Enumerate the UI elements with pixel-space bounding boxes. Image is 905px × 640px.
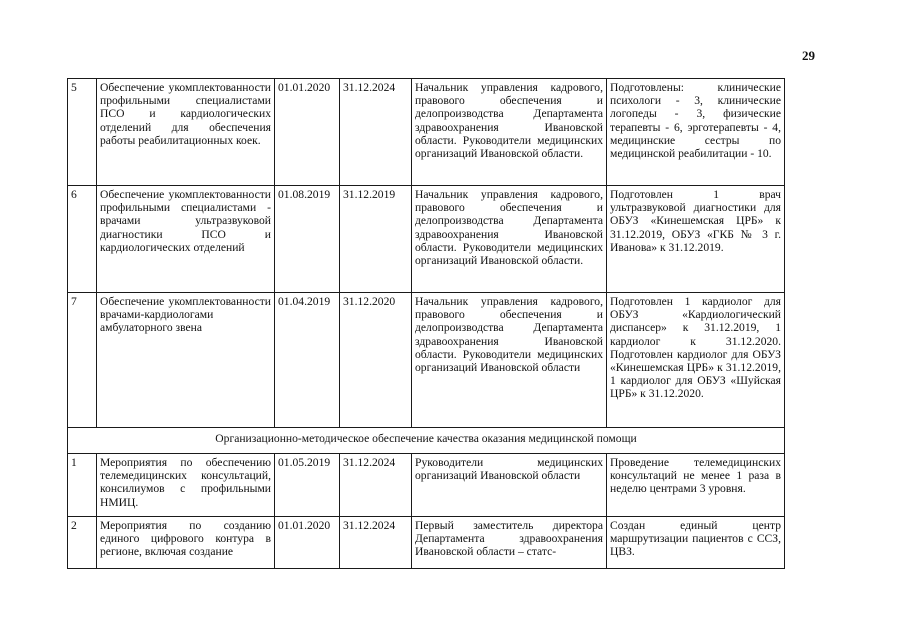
start-date: 01.05.2019 <box>275 454 340 517</box>
responsible-cell <box>412 293 607 428</box>
result-text: Проведение телемедицинских консультаций не менее 1 раза в неделю центрами 3 уровня. <box>610 456 781 496</box>
start-date: 01.01.2020 <box>275 517 340 569</box>
result-cell <box>607 454 785 517</box>
task-cell <box>97 454 275 517</box>
task-text: Обеспечение укомплектованности врачами-кардиологами амбулаторного звена <box>100 295 271 335</box>
page-number: 29 <box>802 48 815 63</box>
responsible-cell <box>412 454 607 517</box>
responsible-cell <box>412 186 607 293</box>
responsible-text: Начальник управления кадрового, правового обеспечения и делопроизводства Департамента здравоохранения Ивановской области. Руководители медицинских организаций Ивановской области. <box>415 188 603 268</box>
end-date: 31.12.2020 <box>340 293 412 428</box>
row-number: 5 <box>68 79 97 186</box>
result-cell <box>607 186 785 293</box>
task-cell <box>97 79 275 186</box>
result-text: Подготовлен 1 кардиолог для ОБУЗ «Кардиологический диспансер» к 31.12.2019, 1 кардиолог к 31.12.2020. Подготовлен кардиолог для ОБУЗ «Кинешемская ЦРБ» к 31.12.2019, 1 кардиолог для ОБУЗ «Шуйская ЦРБ» к 31.12.2020. <box>610 295 781 401</box>
row-number: 6 <box>68 186 97 293</box>
result-cell <box>607 79 785 186</box>
end-date: 31.12.2024 <box>340 454 412 517</box>
table-row <box>68 79 785 186</box>
task-cell <box>97 517 275 569</box>
table-row <box>68 454 785 517</box>
table-row <box>68 293 785 428</box>
responsible-text: Начальник управления кадрового, правового обеспечения и делопроизводства Департамента здравоохранения Ивановской области. Руководители медицинских организаций Ивановской области. <box>415 81 603 161</box>
task-text: Мероприятия по созданию единого цифрового контура в регионе, включая создание <box>100 519 271 559</box>
responsible-text: Начальник управления кадрового, правового обеспечения и делопроизводства Департамента здравоохранения Ивановской области. Руководители медицинских организаций Ивановской области <box>415 295 603 375</box>
result-text: Создан единый центр маршрутизации пациентов с ССЗ, ЦВЗ. <box>610 519 781 559</box>
result-cell <box>607 293 785 428</box>
section-title: Организационно-методическое обеспечение качества оказания медицинской помощи <box>68 428 785 454</box>
task-cell <box>97 293 275 428</box>
end-date: 31.12.2024 <box>340 79 412 186</box>
task-text: Обеспечение укомплектованности профильными специалистами ПСО и кардиологических отделений для обеспечения работы реабилитационных коек. <box>100 81 271 147</box>
task-text: Мероприятия по обеспечению телемедицинских консультаций, консилиумов с профильными НМИЦ. <box>100 456 271 509</box>
section-header-row <box>68 428 785 454</box>
table-row <box>68 186 785 293</box>
row-number: 7 <box>68 293 97 428</box>
start-date: 01.01.2020 <box>275 79 340 186</box>
end-date: 31.12.2024 <box>340 517 412 569</box>
row-number: 1 <box>68 454 97 517</box>
result-text: Подготовлены: клинические психологи - 3, клинические логопеды - 3, физические терапевты - 6, эрготерапевты - 4, медицинские сестры по медицинской реабилитации - 10. <box>610 81 781 161</box>
start-date: 01.08.2019 <box>275 186 340 293</box>
task-text: Обеспечение укомплектованности профильными специалистами - врачами ультразвуковой диагностики ПСО и кардиологических отделений <box>100 188 271 254</box>
responsible-cell <box>412 79 607 186</box>
start-date: 01.04.2019 <box>275 293 340 428</box>
row-number: 2 <box>68 517 97 569</box>
result-text: Подготовлен 1 врач ультразвуковой диагностики для ОБУЗ «Кинешемская ЦРБ» к 31.12.2019, ОБУЗ «ГКБ № 3 г. Иванова» к 31.12.2019. <box>610 188 781 254</box>
result-cell <box>607 517 785 569</box>
responsible-text: Руководители медицинских организаций Ивановской области <box>415 456 603 483</box>
measures-table <box>67 78 785 569</box>
table-row <box>68 517 785 569</box>
responsible-cell <box>412 517 607 569</box>
responsible-text: Первый заместитель директора Департамента здравоохранения Ивановской области – статс- <box>415 519 603 559</box>
end-date: 31.12.2019 <box>340 186 412 293</box>
task-cell <box>97 186 275 293</box>
